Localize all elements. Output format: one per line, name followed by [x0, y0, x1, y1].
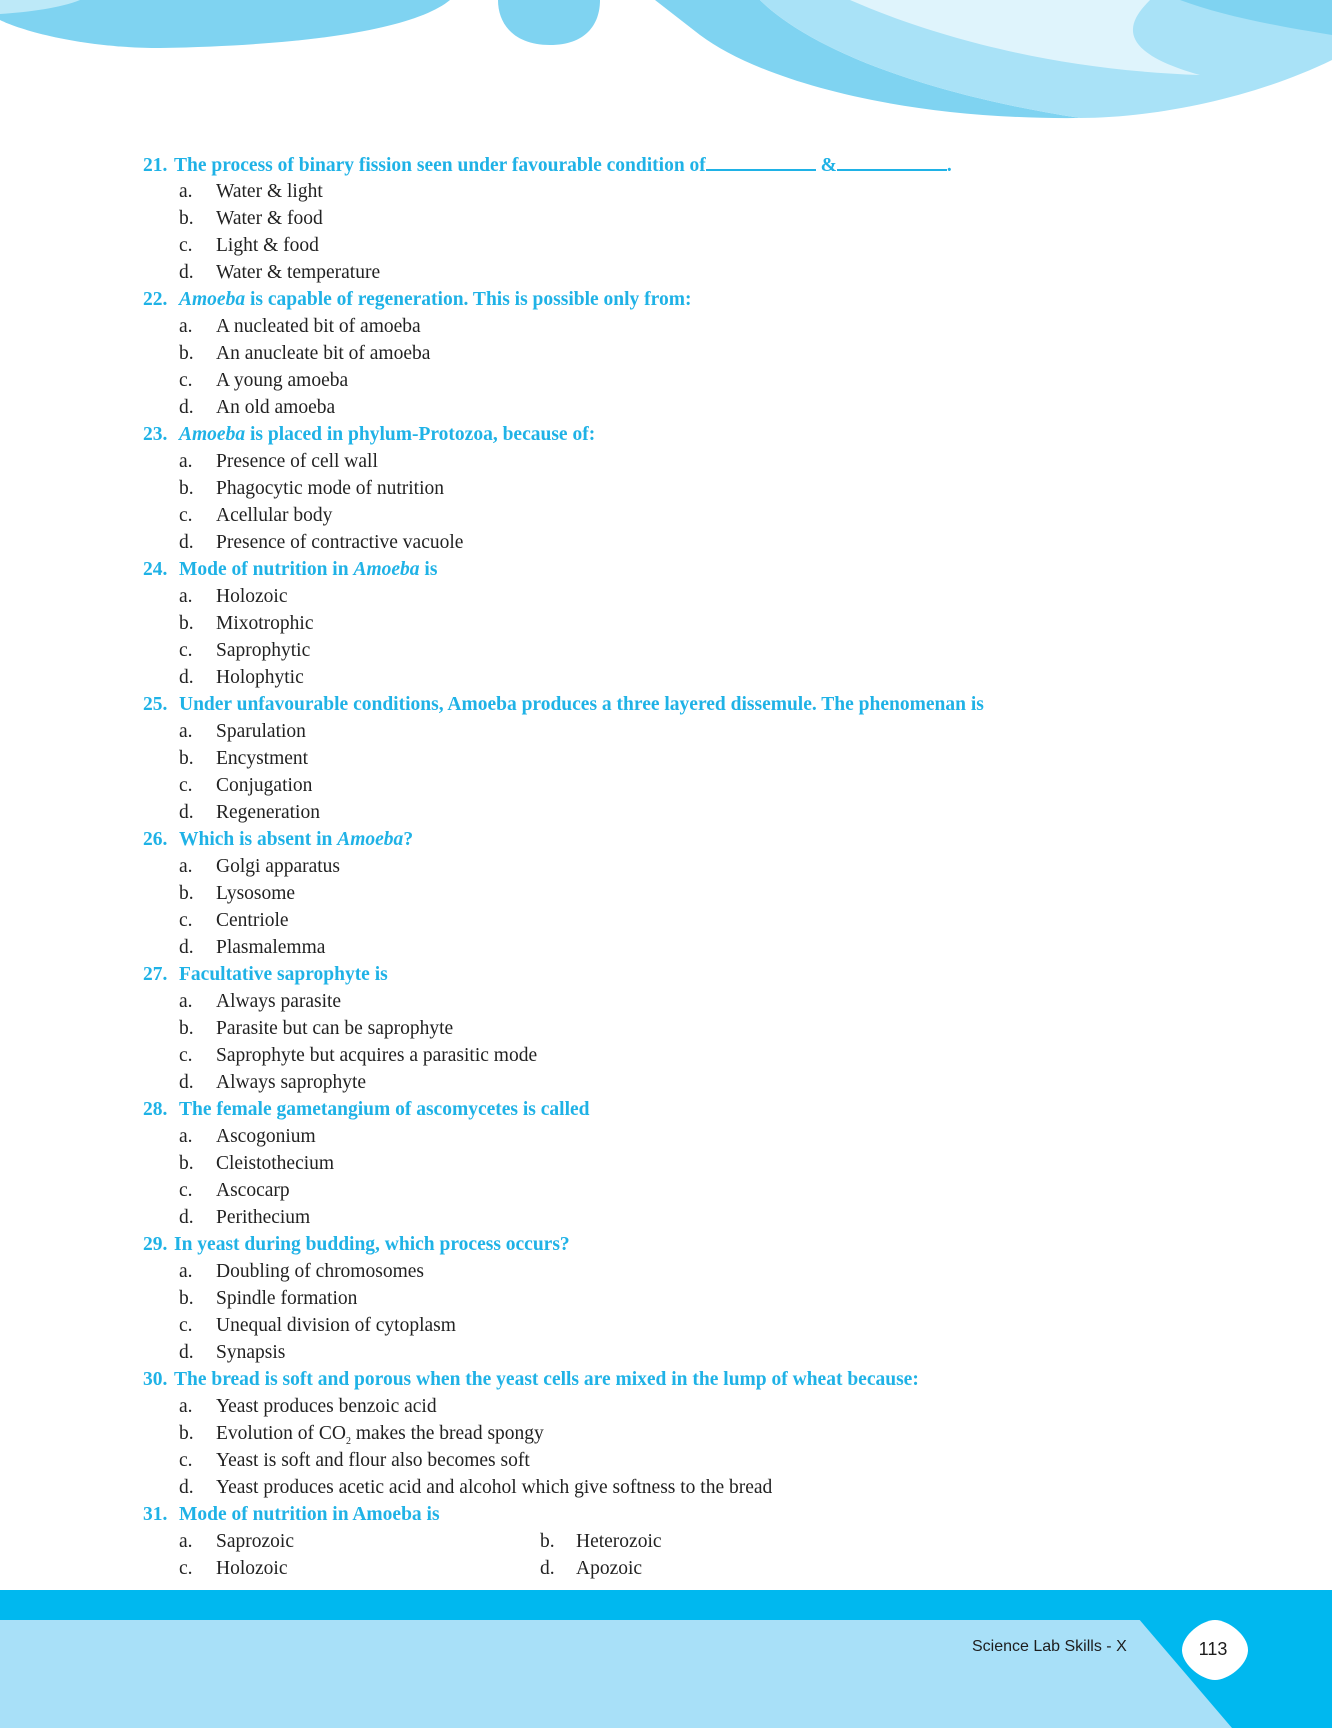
option-text: Saprophyte but acquires a parasitic mode — [216, 1045, 538, 1066]
option-text: Plasmalemma — [216, 937, 326, 958]
option-letter: d. — [179, 532, 194, 553]
option-row — [143, 1123, 1263, 1150]
option-text: Acellular body — [216, 505, 333, 526]
option-letter: d. — [179, 1477, 194, 1498]
option-letter: c. — [179, 1045, 193, 1066]
option-letter: b. — [179, 1288, 194, 1309]
option-text: Ascogonium — [216, 1126, 316, 1147]
option-letter: d. — [179, 1207, 194, 1228]
option-text: Perithecium — [216, 1207, 311, 1228]
option-row — [143, 1015, 1263, 1042]
option-text: Presence of cell wall — [216, 451, 378, 472]
option-row — [143, 1042, 1263, 1069]
option-letter: c. — [179, 910, 193, 931]
option-text: Holozoic — [216, 586, 288, 607]
question-number: 26. — [143, 829, 168, 850]
option-row — [143, 1474, 1263, 1501]
option-text: Saprozoic — [216, 1531, 294, 1552]
option-letter: b. — [179, 1018, 194, 1039]
option-row — [143, 394, 1263, 421]
question-text: The process of binary fission seen under favourable condition of — [174, 155, 706, 176]
answer-blank — [837, 151, 947, 171]
option-text: Presence of contractive vacuole — [216, 532, 464, 553]
question-number: 28. — [143, 1099, 168, 1120]
option-letter: a. — [179, 451, 193, 472]
option-text: Light & food — [216, 235, 319, 256]
question-24 — [143, 556, 1263, 583]
option-text: Yeast produces benzoic acid — [216, 1396, 437, 1417]
option-text-part: makes the bread spongy — [351, 1423, 544, 1444]
question-text: Mode of nutrition in — [179, 559, 354, 580]
option-letter: d. — [179, 1072, 194, 1093]
option-row — [143, 1204, 1263, 1231]
option-row — [143, 880, 1263, 907]
option-letter: a. — [179, 586, 193, 607]
option-letter: b. — [179, 883, 194, 904]
option-text: Synapsis — [216, 1342, 286, 1363]
question-29 — [143, 1231, 1263, 1258]
option-row — [143, 745, 1263, 772]
option-row — [143, 1528, 1263, 1555]
option-row — [143, 610, 1263, 637]
option-text: Ascocarp — [216, 1180, 290, 1201]
option-row — [143, 178, 1263, 205]
option-text: Cleistothecium — [216, 1153, 335, 1174]
option-letter: a. — [179, 181, 193, 202]
option-letter: a. — [179, 1126, 193, 1147]
option-text: Mixotrophic — [216, 613, 314, 634]
option-row — [143, 718, 1263, 745]
option-row — [143, 1312, 1263, 1339]
option-row — [143, 340, 1263, 367]
question-number: 27. — [143, 964, 168, 985]
question-text: The female gametangium of ascomycetes is called — [179, 1099, 590, 1120]
question-number: 31. — [143, 1504, 168, 1525]
question-list — [143, 151, 1263, 1582]
option-letter: a. — [179, 316, 193, 337]
option-text: Yeast is soft and flour also becomes soft — [216, 1450, 530, 1471]
option-row — [143, 772, 1263, 799]
option-letter: a. — [179, 1531, 193, 1552]
option-row — [143, 502, 1263, 529]
option-text: Golgi apparatus — [216, 856, 341, 877]
option-text: Parasite but can be saprophyte — [216, 1018, 454, 1039]
question-23 — [143, 421, 1263, 448]
question-27 — [143, 961, 1263, 988]
option-row — [143, 1393, 1263, 1420]
option-text: Spindle formation — [216, 1288, 358, 1309]
option-row — [143, 934, 1263, 961]
option-letter: d. — [179, 937, 194, 958]
option-letter: c. — [179, 775, 193, 796]
question-text: ? — [403, 829, 414, 850]
option-row — [143, 583, 1263, 610]
question-text: . — [946, 155, 952, 176]
book-title: Science Lab Skills - X — [972, 1638, 1127, 1655]
question-text: is — [419, 559, 438, 580]
option-row — [143, 475, 1263, 502]
option-row — [143, 367, 1263, 394]
option-letter: b. — [179, 748, 194, 769]
option-row — [143, 1555, 1263, 1582]
option-text: Water & light — [216, 181, 323, 202]
option-row — [143, 907, 1263, 934]
question-text: is placed in phylum-Protozoa, because of: — [245, 424, 596, 445]
option-text: Sparulation — [216, 721, 306, 742]
option-text: Doubling of chromosomes — [216, 1261, 424, 1282]
question-number: 22. — [143, 289, 168, 310]
option-row — [143, 232, 1263, 259]
option-text: Holophytic — [216, 667, 304, 688]
answer-blank — [706, 151, 816, 171]
option-letter: a. — [179, 856, 193, 877]
option-letter: a. — [179, 991, 193, 1012]
question-21 — [143, 151, 1263, 178]
option-text: Saprophytic — [216, 640, 311, 661]
option-row — [143, 637, 1263, 664]
footer-band — [0, 1590, 1332, 1728]
option-row — [143, 313, 1263, 340]
option-row — [143, 1150, 1263, 1177]
option-letter: d. — [179, 1342, 194, 1363]
option-row — [143, 259, 1263, 286]
option-row — [143, 1069, 1263, 1096]
option-text: Phagocytic mode of nutrition — [216, 478, 445, 499]
option-letter: a. — [179, 1396, 193, 1417]
question-number: 24. — [143, 559, 168, 580]
option-text: Centriole — [216, 910, 289, 931]
option-letter: b. — [540, 1531, 555, 1552]
option-text: Yeast produces acetic acid and alcohol which give softness to the bread — [216, 1477, 773, 1498]
option-letter: c. — [179, 1315, 193, 1336]
option-text: Always parasite — [216, 991, 342, 1012]
option-row — [143, 1258, 1263, 1285]
option-text: Water & food — [216, 208, 323, 229]
option-letter: d. — [179, 262, 194, 283]
option-text: Heterozoic — [576, 1531, 662, 1552]
option-letter: a. — [179, 1261, 193, 1282]
option-row — [143, 1447, 1263, 1474]
question-text: Under unfavourable conditions, Amoeba produces a three layered dissemule. The phenomenan is — [179, 694, 984, 715]
question-italic-term: Amoeba — [353, 559, 420, 580]
option-letter: c. — [179, 1558, 193, 1579]
option-row — [143, 799, 1263, 826]
option-letter: c. — [179, 640, 193, 661]
option-text: Always saprophyte — [216, 1072, 367, 1093]
option-letter: b. — [179, 478, 194, 499]
question-text: In yeast during budding, which process occurs? — [174, 1234, 570, 1255]
option-text: Apozoic — [576, 1558, 643, 1579]
option-row — [143, 529, 1263, 556]
option-letter: b. — [179, 613, 194, 634]
question-text: Which is absent in — [179, 829, 338, 850]
option-row — [143, 853, 1263, 880]
option-text: An old amoeba — [216, 397, 336, 418]
subscript: 2 — [346, 1435, 351, 1447]
option-letter: a. — [179, 721, 193, 742]
option-row — [143, 1420, 1263, 1447]
option-text: Unequal division of cytoplasm — [216, 1315, 456, 1336]
option-letter: d. — [179, 802, 194, 823]
option-letter: c. — [179, 1180, 193, 1201]
question-number: 30. — [143, 1369, 168, 1390]
option-letter: c. — [179, 505, 193, 526]
option-row — [143, 1339, 1263, 1366]
question-text: Mode of nutrition in Amoeba is — [179, 1504, 440, 1525]
question-number: 29. — [143, 1234, 168, 1255]
option-row — [143, 205, 1263, 232]
header-wave-decoration — [0, 0, 1332, 140]
option-letter: b. — [179, 343, 194, 364]
question-30 — [143, 1366, 1263, 1393]
option-text: An anucleate bit of amoeba — [216, 343, 431, 364]
option-row — [143, 448, 1263, 475]
option-letter: b. — [179, 208, 194, 229]
option-letter: c. — [179, 235, 193, 256]
question-28 — [143, 1096, 1263, 1123]
question-italic-term: Amoeba — [337, 829, 404, 850]
option-text: A nucleated bit of amoeba — [216, 316, 421, 337]
option-row — [143, 988, 1263, 1015]
question-26 — [143, 826, 1263, 853]
option-text: Conjugation — [216, 775, 313, 796]
option-letter: b. — [179, 1153, 194, 1174]
question-22 — [143, 286, 1263, 313]
option-text: Regeneration — [216, 802, 320, 823]
option-letter: d. — [179, 397, 194, 418]
option-letter: c. — [179, 370, 193, 391]
option-letter: d. — [179, 667, 194, 688]
option-row — [143, 664, 1263, 691]
question-italic-term: Amoeba — [179, 424, 246, 445]
option-text: Holozoic — [216, 1558, 288, 1579]
option-text-part: Evolution of CO — [216, 1423, 346, 1444]
question-text: Facultative saprophyte is — [179, 964, 388, 985]
option-text: Encystment — [216, 748, 309, 769]
option-text: Water & temperature — [216, 262, 381, 283]
option-letter: b. — [179, 1423, 194, 1444]
question-number: 25. — [143, 694, 168, 715]
question-text: The bread is soft and porous when the yeast cells are mixed in the lump of wheat because: — [174, 1369, 919, 1390]
question-text: & — [815, 155, 837, 176]
option-letter: d. — [540, 1558, 555, 1579]
question-31 — [143, 1501, 1263, 1528]
question-25 — [143, 691, 1263, 718]
option-letter: c. — [179, 1450, 193, 1471]
question-number: 23. — [143, 424, 168, 445]
page-number: 113 — [1198, 1639, 1228, 1659]
question-italic-term: Amoeba — [179, 289, 246, 310]
option-row — [143, 1285, 1263, 1312]
question-text: is capable of regeneration. This is possible only from: — [245, 289, 692, 310]
question-number: 21. — [143, 155, 168, 176]
option-text: Lysosome — [216, 883, 296, 904]
option-row — [143, 1177, 1263, 1204]
option-text: A young amoeba — [216, 370, 349, 391]
